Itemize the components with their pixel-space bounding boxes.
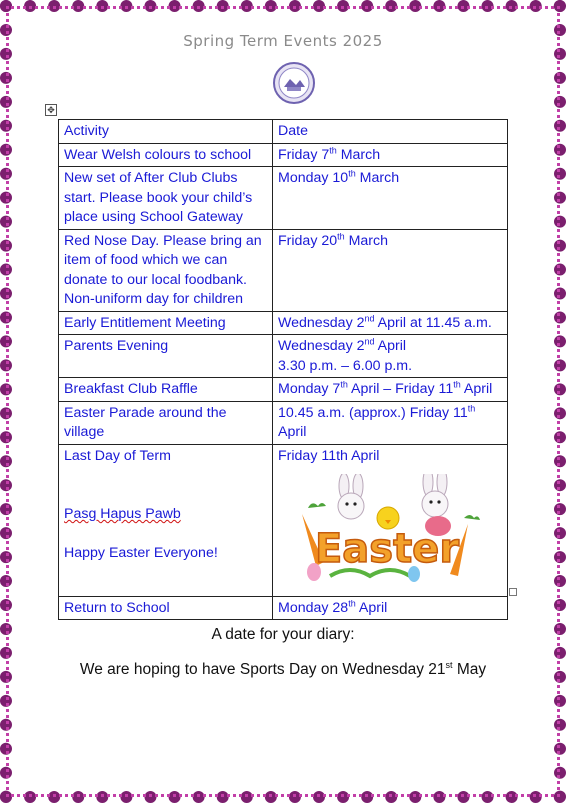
activity-cell: [59, 444, 273, 596]
table-row: [59, 335, 508, 378]
welsh-greeting: Pasg Hapus Pawb: [64, 506, 181, 522]
table-row: [59, 311, 508, 335]
easter-greeting: Happy Easter Everyone!: [64, 544, 218, 561]
diary-heading: A date for your diary:: [211, 626, 355, 643]
easter-word: Easter: [314, 526, 460, 572]
date-cell: Monday 28th April: [273, 596, 508, 620]
last-day-date: Friday 11th April: [278, 447, 380, 464]
date-cell: Friday 20th March: [273, 229, 508, 311]
table-row: [59, 167, 508, 230]
date-cell: Friday 7th March: [273, 143, 508, 167]
header-activity: Activity: [59, 120, 273, 144]
activity-cell: Easter Parade around the village: [59, 401, 273, 444]
table-row: [59, 143, 508, 167]
activity-cell: Breakfast Club Raffle: [59, 378, 273, 402]
table-header-row: [59, 120, 508, 144]
date-cell: [273, 444, 508, 596]
date-cell: Wednesday 2nd April at 11.45 a.m.: [273, 311, 508, 335]
header-date: Date: [273, 120, 508, 144]
date-cell: Wednesday 2nd April 3.30 p.m. – 6.00 p.m.: [273, 335, 508, 378]
last-day-label: Last Day of Term: [64, 447, 171, 464]
table-row: [59, 596, 508, 620]
table-row: [59, 229, 508, 311]
page-title: Spring Term Events 2025: [183, 32, 383, 50]
table-row: [59, 401, 508, 444]
diary-text: We are hoping to have Sports Day on Wednesday 21st May: [79, 659, 487, 678]
events-table: [58, 119, 508, 620]
table-row: [59, 378, 508, 402]
table-row: [59, 444, 508, 596]
activity-cell: New set of After Club Clubs start. Please book your child’s place using School Gateway: [59, 167, 273, 230]
activity-cell: Return to School: [59, 596, 273, 620]
activity-cell: Wear Welsh colours to school: [59, 143, 273, 167]
activity-cell: Red Nose Day. Please bring an item of food which we can donate to our local foodbank. Non-uniform day for children: [59, 229, 273, 311]
date-cell: 10.45 a.m. (approx.) Friday 11th April: [273, 401, 508, 444]
school-logo-icon: [272, 61, 316, 105]
activity-cell: Parents Evening: [59, 335, 273, 378]
activity-cell: Early Entitlement Meeting: [59, 311, 273, 335]
easter-bunnies-image: [292, 474, 482, 586]
date-cell: Monday 10th March: [273, 167, 508, 230]
date-cell: Monday 7th April – Friday 11th April: [273, 378, 508, 402]
table-move-icon[interactable]: ✥: [45, 104, 57, 116]
table-resize-handle[interactable]: [509, 588, 517, 596]
